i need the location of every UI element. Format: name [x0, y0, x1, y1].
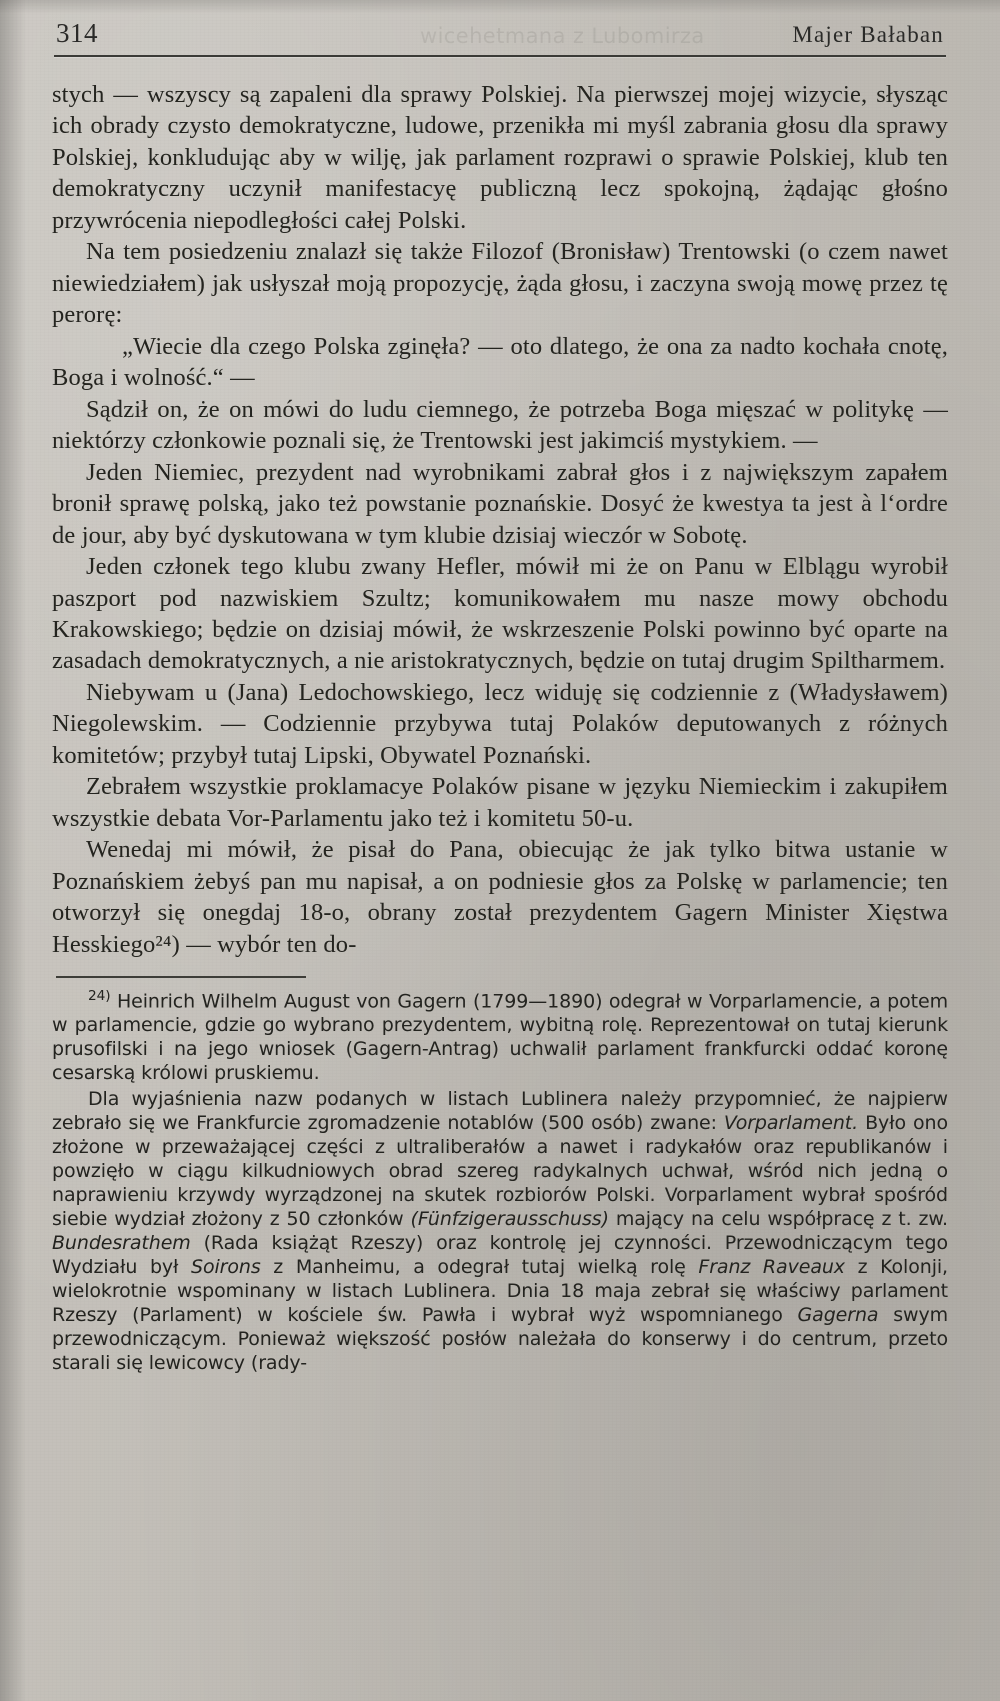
body-text — [52, 79, 948, 960]
page-number: 314 — [56, 18, 98, 48]
footnote-second — [52, 1088, 948, 1375]
paragraph: Niebywam u (Jana) Ledochowskiego, lecz widuję się codziennie z (Władysławem) Niegolewskim. — Codziennie przybywa tutaj Polaków deputowanych z różnych komitetów; przybył tutaj Lipski, Obywatel Poznański. — [52, 678, 948, 769]
term-soirons: Soirons — [191, 1255, 261, 1278]
header-rule — [54, 55, 946, 57]
term-vorparlament: Vorparlament. — [723, 1112, 859, 1135]
footnote-text-d: (Rada książąt Rzeszy) oraz kontrolę jej czynności. Przewodniczącym tego Wydziału był — [52, 1231, 948, 1278]
footnote-text-g: swym przewodniczącym. Ponieważ większość posłów należała do konserwy i do centrum, przeto starali się lewicowcy (rady- — [52, 1303, 949, 1374]
term-funfzigerausschuss: (Fünfzigerausschuss) — [410, 1207, 609, 1230]
paragraph: Zebrałem wszystkie proklamacye Polaków pisane w języku Niemieckim i zakupiłem wszystkie debata Vor-Parlamentu jako też i komitetu 50-u. — [52, 773, 948, 832]
bleed-through-text: wicehetmana z Lubomirza — [420, 24, 705, 48]
footnotes — [52, 988, 948, 1375]
term-gagerna: Gagerna — [797, 1303, 879, 1326]
footnote-text: Heinrich Wilhelm August von Gagern (1799—1890) odegrał w Vorparlamencie, a potem w parlamencie, gdzie go wybrano prezydentem, wybitną rolę. Reprezentował on tutaj kierunk prusofilski i na jego wniosek (Gagern-Antrag) uchwalił parlament frankfurcki oddać koronę cesarską królowi pruskiemu. — [52, 990, 948, 1085]
paragraph: Jeden Niemiec, prezydent nad wyrobnikami zabrał głos i z największym zapałem bronił sprawę polską, jako też powstanie poznańskie. Dosyć że kwestya ta jest à l‘ordre de jour, aby być dyskutowana w tym klubie dzisiaj wieczór w Sobotę. — [52, 458, 948, 549]
footnote-text-a: Dla wyjaśnienia nazw podanych w listach Lublinera należy przypomnieć, że najpierw zebrało się we Frankfurcie zgromadzenie notablów (500 osób) zwane: — [52, 1088, 948, 1135]
paragraph: stych — wszyscy są zapaleni dla sprawy Polskiej. Na pierwszej mojej wizycie, słysząc ich obrady czysto demokratyczne, ludowe, przenikła mi myśl zabrania głosu dla sprawy Polskiej, konkludując aby w wilję, jak parlament rozprawi o sprawie Polskiej, klub ten demokratyczny uczynił manifestacyę publiczną lecz spokojną, żądając głośno przywrócenia niepodległości całej Polski. — [52, 81, 948, 234]
footnote-text-b: Było ono złożone w przeważającej części z ultraliberałów a nawet i radykałów oraz republikanów i powzięło w ciągu kilkudniowych obrad szereg radykalnych uchwał, wśród nich jedną o naprawieniu krzywdy wyrządzonej na skutek rozbiorów Polski. Vorparlament wybrał spośród siebie wydział złożony z 50 członków — [52, 1112, 948, 1230]
paragraph: Sądził on, że on mówi do ludu ciemnego, że potrzeba Boga mięszać w politykę — niektórzy członkowie poznali się, że Trentowski jest jakimciś mystykiem. — — [52, 395, 948, 455]
footnote-text-c: mający na celu współpracę z t. zw. — [608, 1207, 948, 1230]
paragraph: Wenedaj mi mówił, że pisał do Pana, obiecując że jak tylko bitwa ustanie w Poznańskiem żebyś pan mu napisał, a on podniesie głos za Polskę w parlamencie; ten otworzył się onegdaj 18-o, obrany został prezydentem Gagern Minister Xięstwa Hesskiego²⁴) — wybór ten do- — [52, 836, 948, 958]
footnote-first — [52, 988, 948, 1086]
footnote-text-f: z Kolonji, wielokrotnie wspominany w listach Lublinera. Dnia 18 maja zebrał się właściwy parlament Rzeszy (Parlament) w kościele św. Pawła i wybrał wyż wspomnianego — [52, 1255, 948, 1326]
paragraph: Jeden członek tego klubu zwany Hefler, mówił mi że on Panu w Elblągu wyrobił paszport pod nazwiskiem Szultz; komunikowałem mu nasze mowy obchodu Krakowskiego; będzie on dzisiaj mówił, że wskrzeszenie Polski powinno być oparte na zasadach demokratycznych, a nie aristokratycznych, będzie on tutaj drugim Spiltharmem. — [52, 553, 948, 675]
footnote-marker: 24) — [88, 988, 111, 1005]
paragraph-quote: „Wiecie dla czego Polska zginęła? — oto dlatego, że ona za nadto kochała cnotę, Boga i wolność.“ — — [52, 332, 948, 392]
paragraph: Na tem posiedzeniu znalazł się także Filozof (Bronisław) Trentowski (o czem nawet niewiedziałem) jak usłyszał moją propozycję, żąda głosu, i zaczyna swoją mowę przez tę perorę: — [52, 238, 948, 329]
running-title: Majer Bałaban — [792, 22, 944, 47]
term-bundesrathem: Bundesrathem — [52, 1231, 191, 1254]
footnote-separator — [56, 976, 306, 978]
footnote-text-e: z Manheimu, a odegrał tutaj wielką rolę — [260, 1255, 699, 1278]
term-franz-raveaux: Franz Raveaux — [698, 1255, 845, 1278]
page-header — [52, 18, 948, 53]
